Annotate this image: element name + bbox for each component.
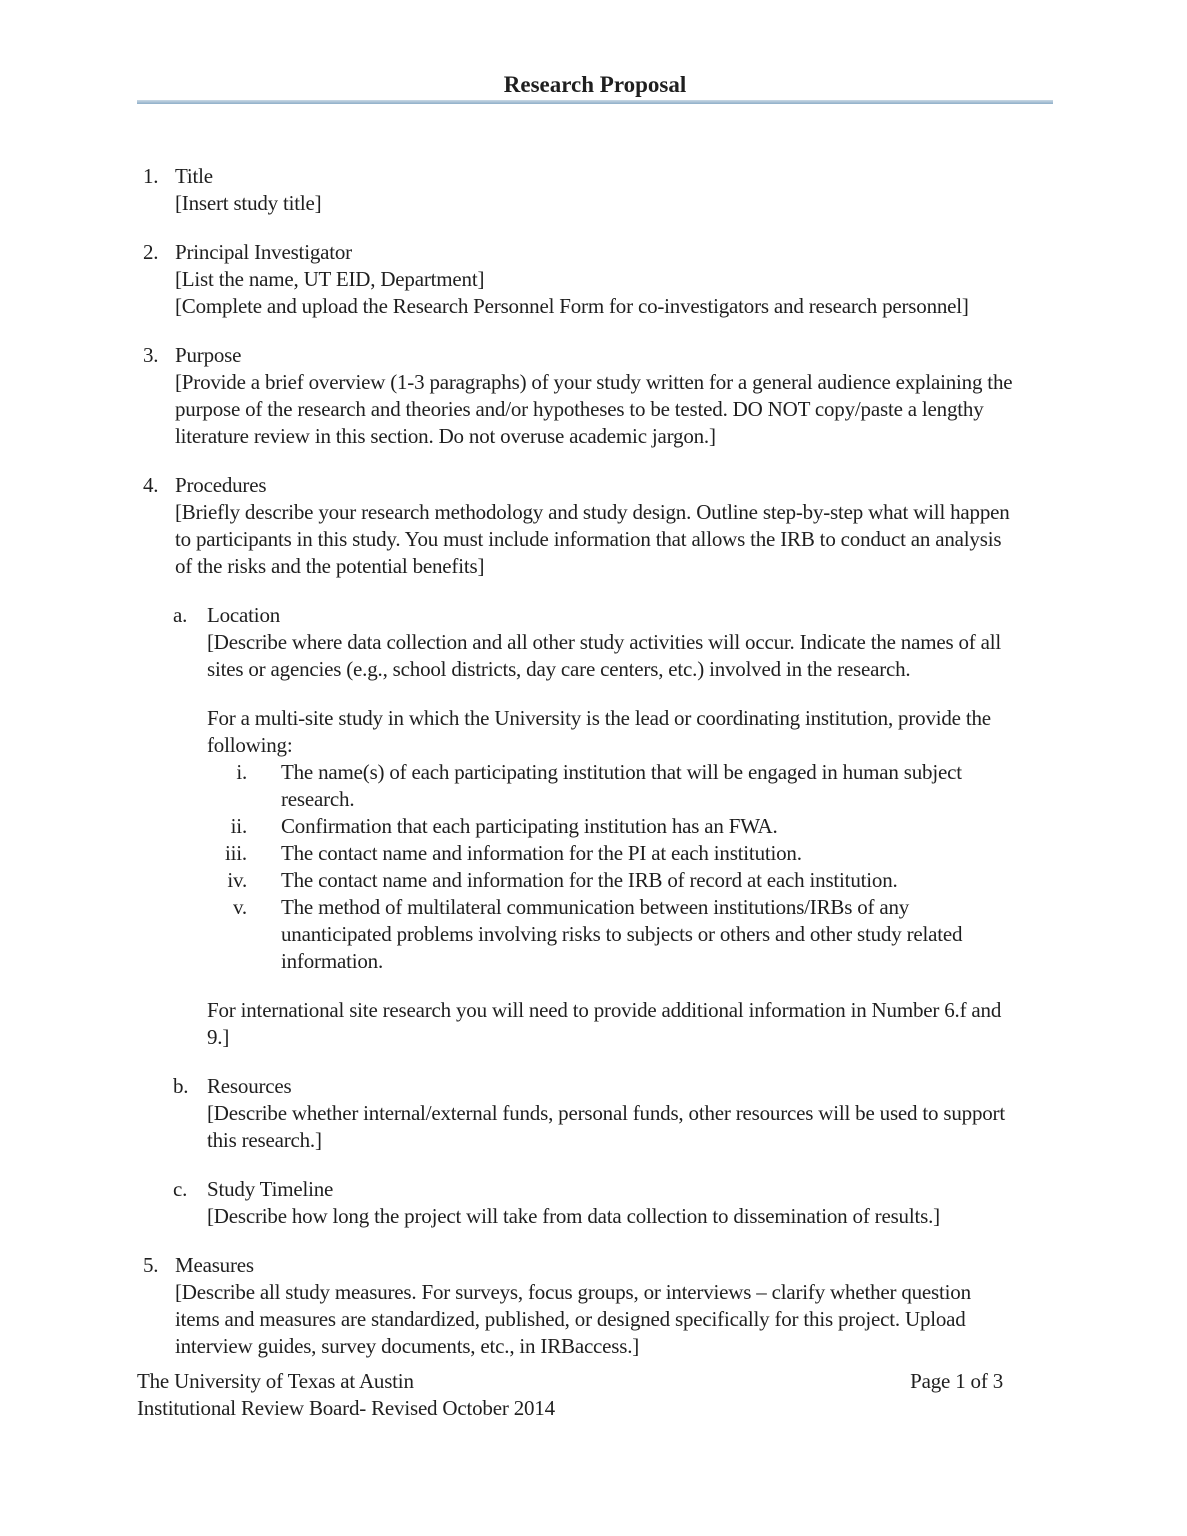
- paragraph-line-row: [173, 629, 1053, 656]
- paragraph-line: For a multi-site study in which the University is the lead or coordinating institution, provide the: [207, 706, 991, 730]
- paragraph-line: [Describe how long the project will take from data collection to dissemination of results.]: [207, 1204, 940, 1228]
- roman-item-iv: [137, 867, 1053, 894]
- section-heading-row: [143, 472, 1053, 499]
- footer-org-line2: Institutional Review Board- Revised October 2014: [137, 1396, 555, 1420]
- list-marker-spacer: [143, 396, 175, 423]
- list-marker-spacer: [143, 1306, 175, 1333]
- paragraph-line-row: [143, 499, 1053, 526]
- paragraph-line-row: [143, 369, 1053, 396]
- section-4c-study-timeline: [137, 1176, 1053, 1230]
- list-marker-spacer: [173, 629, 207, 656]
- paragraph-line: literature review in this section. Do not overuse academic jargon.]: [175, 424, 716, 448]
- paragraph-line: [Complete and upload the Research Personnel Form for co-investigators and research personnel]: [175, 294, 969, 318]
- paragraph-line: interview guides, survey documents, etc., in IRBaccess.]: [175, 1334, 640, 1358]
- section-heading-row: [143, 1252, 1053, 1279]
- paragraph-line: items and measures are standardized, published, or designed specifically for this project. Upload: [175, 1307, 966, 1331]
- paragraph-line-row: [207, 1024, 1053, 1051]
- list-marker: a.: [173, 603, 188, 627]
- paragraph-line: information.: [281, 949, 383, 973]
- section-heading: Measures: [175, 1253, 254, 1277]
- paragraph-line: following:: [207, 733, 293, 757]
- section-1-title: [137, 163, 1053, 217]
- section-heading: Resources: [207, 1074, 292, 1098]
- section-heading: Purpose: [175, 343, 242, 367]
- section-4a-location: [137, 602, 1053, 683]
- paragraph-line: sites or agencies (e.g., school districts, day care centers, etc.) involved in the research.: [207, 657, 911, 681]
- list-marker: 5.: [143, 1253, 159, 1277]
- section-heading: Study Timeline: [207, 1177, 334, 1201]
- paragraph-line-row: [143, 423, 1053, 450]
- list-marker-spacer: [143, 1279, 175, 1306]
- section-heading: Title: [175, 164, 213, 188]
- paragraph-line: The contact name and information for the IRB of record at each institution.: [281, 868, 898, 892]
- section-heading-row: [173, 602, 1053, 629]
- list-marker-spacer: [143, 1333, 175, 1360]
- paragraph-international: [137, 997, 1053, 1051]
- paragraph-line-row: [143, 553, 1053, 580]
- list-marker: b.: [173, 1074, 189, 1098]
- paragraph-line-row: [143, 266, 1053, 293]
- paragraph-line-row: [143, 526, 1053, 553]
- paragraph-line: [Describe whether internal/external funds, personal funds, other resources will be used to support: [207, 1101, 1005, 1125]
- paragraph-line: [Describe all study measures. For surveys, focus groups, or interviews – clarify whether question: [175, 1280, 971, 1304]
- header-rule: [137, 100, 1053, 104]
- roman-item-i: [137, 759, 1053, 813]
- section-heading: Location: [207, 603, 281, 627]
- paragraph-line: [Provide a brief overview (1-3 paragraphs) of your study written for a general audience explaining the: [175, 370, 1013, 394]
- paragraph-line-row: [197, 813, 1053, 840]
- list-marker-spacer: [173, 1127, 207, 1154]
- paragraph-line: research.: [281, 787, 355, 811]
- list-marker: iii.: [225, 841, 247, 865]
- paragraph-line: purpose of the research and theories and/or hypotheses to be tested. DO NOT copy/paste a lengthy: [175, 397, 984, 421]
- paragraph-line: [List the name, UT EID, Department]: [175, 267, 485, 291]
- paragraph-line-row: [143, 396, 1053, 423]
- section-4-procedures: [137, 472, 1053, 580]
- paragraph-multi-site: [137, 705, 1053, 759]
- paragraph-line: The contact name and information for the PI at each institution.: [281, 841, 802, 865]
- list-marker-spacer: [143, 499, 175, 526]
- paragraph-line-row: [143, 1279, 1053, 1306]
- paragraph-line-row: [207, 705, 1053, 732]
- paragraph-line-row: [143, 293, 1053, 320]
- list-marker-spacer: [143, 369, 175, 396]
- list-marker-spacer: [173, 1203, 207, 1230]
- paragraph-line: of the risks and the potential benefits]: [175, 554, 485, 578]
- list-marker-spacer: [143, 553, 175, 580]
- paragraph-line: The method of multilateral communication between institutions/IRBs of any: [281, 895, 910, 919]
- section-heading-row: [143, 163, 1053, 190]
- paragraph-line: this research.]: [207, 1128, 322, 1152]
- list-marker-spacer: [143, 293, 175, 320]
- paragraph-line: Confirmation that each participating institution has an FWA.: [281, 814, 778, 838]
- section-heading: Procedures: [175, 473, 267, 497]
- section-3-purpose: [137, 342, 1053, 450]
- list-marker: 2.: [143, 240, 159, 264]
- list-marker: 3.: [143, 343, 159, 367]
- list-marker-spacer: [173, 1100, 207, 1127]
- paragraph-line: to participants in this study. You must include information that allows the IRB to conduct an analysis: [175, 527, 1002, 551]
- paragraph-line-row: [173, 656, 1053, 683]
- paragraph-line-row: [173, 1100, 1053, 1127]
- paragraph-line-row: [197, 759, 1053, 786]
- footer-organization: [137, 1368, 555, 1422]
- list-marker: ii.: [230, 814, 247, 838]
- roman-item-ii: [137, 813, 1053, 840]
- section-heading: Principal Investigator: [175, 240, 352, 264]
- paragraph-line-row: [143, 1306, 1053, 1333]
- footer-org-line1: The University of Texas at Austin: [137, 1369, 414, 1393]
- paragraph-line-row: [197, 786, 1053, 813]
- paragraph-line-row: [173, 1127, 1053, 1154]
- list-marker: i.: [236, 760, 247, 784]
- roman-item-iii: [137, 840, 1053, 867]
- section-heading-row: [173, 1176, 1053, 1203]
- list-marker-spacer: [197, 948, 247, 975]
- paragraph-line: For international site research you will need to provide additional information in Number 6.f and: [207, 998, 1002, 1022]
- paragraph-line: The name(s) of each participating institution that will be engaged in human subject: [281, 760, 962, 784]
- section-heading-row: [143, 342, 1053, 369]
- list-marker-spacer: [143, 190, 175, 217]
- paragraph-line-row: [143, 1333, 1053, 1360]
- roman-item-v: [137, 894, 1053, 975]
- list-marker-spacer: [143, 526, 175, 553]
- paragraph-line-row: [197, 948, 1053, 975]
- paragraph-line: unanticipated problems involving risks to subjects or others and other study related: [281, 922, 963, 946]
- list-marker-spacer: [197, 921, 247, 948]
- paragraph-line-row: [143, 190, 1053, 217]
- paragraph-line-row: [197, 894, 1053, 921]
- paragraph-line-row: [197, 921, 1053, 948]
- footer-page-number: Page 1 of 3: [910, 1369, 1003, 1393]
- paragraph-line: [Briefly describe your research methodology and study design. Outline step-by-step what will happen: [175, 500, 1010, 524]
- paragraph-line: [Describe where data collection and all other study activities will occur. Indicate the names of all: [207, 630, 1002, 654]
- list-marker-spacer: [173, 656, 207, 683]
- paragraph-line-row: [173, 1203, 1053, 1230]
- section-4b-resources: [137, 1073, 1053, 1154]
- list-marker: c.: [173, 1177, 188, 1201]
- list-marker-spacer: [143, 266, 175, 293]
- document-title: Research Proposal: [503, 72, 687, 97]
- paragraph-line-row: [197, 867, 1053, 894]
- list-marker: iv.: [227, 868, 247, 892]
- document-body: [137, 163, 1053, 1360]
- paragraph-line: [Insert study title]: [175, 191, 322, 215]
- list-marker: 1.: [143, 164, 159, 188]
- section-2-principal-investigator: [137, 239, 1053, 320]
- list-marker-spacer: [143, 423, 175, 450]
- section-heading-row: [173, 1073, 1053, 1100]
- paragraph-line: 9.]: [207, 1025, 230, 1049]
- paragraph-line-row: [197, 840, 1053, 867]
- paragraph-line-row: [207, 997, 1053, 1024]
- list-marker: v.: [233, 895, 247, 919]
- list-marker: 4.: [143, 473, 159, 497]
- list-marker-spacer: [197, 786, 247, 813]
- section-5-measures: [137, 1252, 1053, 1360]
- section-heading-row: [143, 239, 1053, 266]
- paragraph-line-row: [207, 732, 1053, 759]
